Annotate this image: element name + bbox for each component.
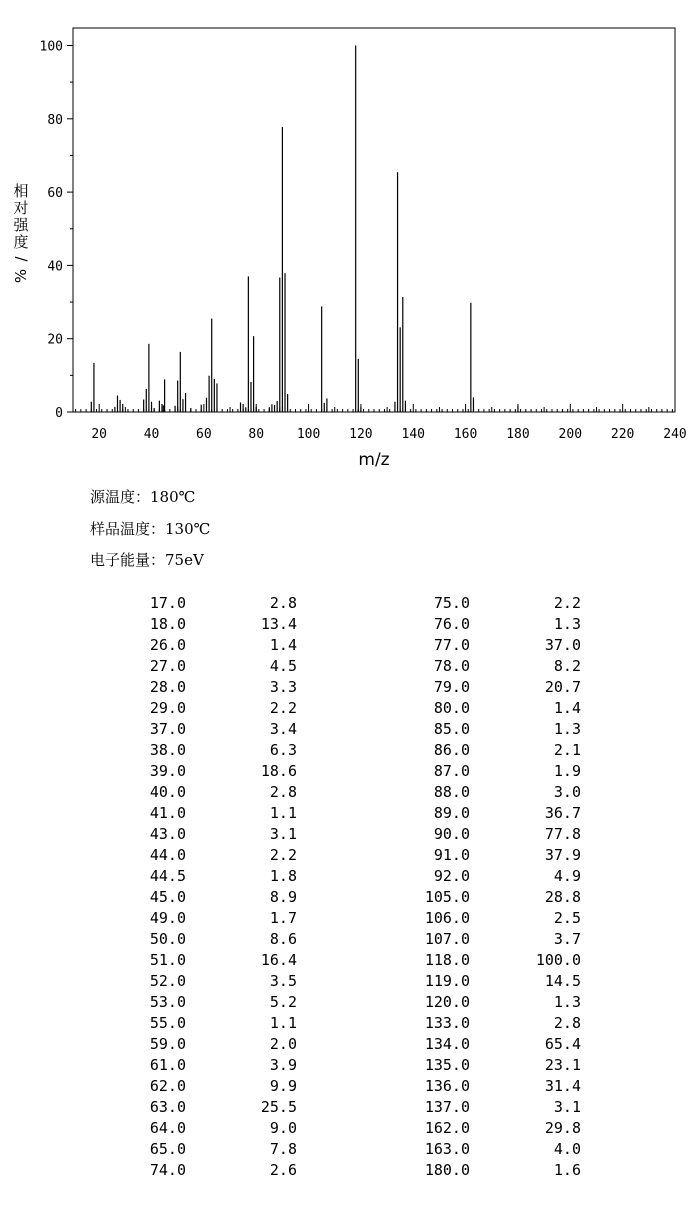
table-row	[0, 635, 696, 656]
intensity-value: 31.4	[544, 1077, 581, 1095]
y-tick-label: 60	[47, 186, 63, 202]
table-row	[0, 782, 696, 803]
intensity-value: 3.0	[553, 783, 581, 801]
table-row	[0, 1097, 696, 1118]
mz-value: 88.0	[433, 783, 470, 801]
intensity-value: 1.3	[553, 993, 581, 1011]
intensity-value: 18.6	[260, 762, 297, 780]
y-axis-label	[12, 182, 30, 283]
mz-value: 39.0	[149, 762, 186, 780]
intensity-value: 8.2	[553, 657, 581, 675]
intensity-value: 13.4	[260, 615, 297, 633]
mz-value: 80.0	[433, 699, 470, 717]
intensity-value: 65.4	[544, 1035, 581, 1053]
mz-value: 78.0	[433, 657, 470, 675]
intensity-value: 8.6	[269, 930, 297, 948]
table-row	[0, 950, 696, 971]
mz-value: 52.0	[149, 972, 186, 990]
mz-value: 86.0	[433, 741, 470, 759]
mz-value: 50.0	[149, 930, 186, 948]
x-tick-label: 140	[401, 427, 426, 442]
mz-value: 29.0	[149, 699, 186, 717]
y-axis-label-char: %	[12, 268, 30, 284]
mz-value: 137.0	[424, 1098, 470, 1116]
intensity-value: 3.4	[269, 720, 297, 738]
table-row	[0, 845, 696, 866]
table-row	[0, 1076, 696, 1097]
table-row	[0, 761, 696, 782]
x-tick-label: 160	[453, 427, 478, 442]
mz-value: 120.0	[424, 993, 470, 1011]
table-row	[0, 593, 696, 614]
mz-value: 163.0	[424, 1140, 470, 1158]
mz-value: 105.0	[424, 888, 470, 906]
table-row	[0, 929, 696, 950]
plot-frame	[73, 28, 675, 412]
intensity-value: 1.8	[269, 867, 297, 885]
source-temperature: 源温度：180℃	[90, 488, 196, 506]
mz-value: 85.0	[433, 720, 470, 738]
intensity-value: 16.4	[260, 951, 297, 969]
intensity-value: 14.5	[544, 972, 581, 990]
y-axis-label-char: 强	[13, 216, 29, 234]
intensity-value: 1.6	[553, 1161, 581, 1179]
table-row	[0, 803, 696, 824]
intensity-value: 1.1	[269, 804, 297, 822]
x-tick-label: 40	[143, 427, 160, 442]
table-row	[0, 824, 696, 845]
mz-value: 18.0	[149, 615, 186, 633]
intensity-value: 2.8	[269, 783, 297, 801]
mz-value: 180.0	[424, 1161, 470, 1179]
intensity-value: 4.9	[553, 867, 581, 885]
table-row	[0, 1139, 696, 1160]
mz-value: 61.0	[149, 1056, 186, 1074]
table-row	[0, 1118, 696, 1139]
mz-value: 43.0	[149, 825, 186, 843]
x-tick-label: 120	[349, 427, 373, 442]
intensity-value: 2.2	[269, 846, 297, 864]
y-tick-label: 40	[47, 259, 63, 275]
intensity-value: 1.7	[269, 909, 297, 927]
y-tick-label: 80	[47, 112, 63, 128]
mz-value: 162.0	[424, 1119, 470, 1137]
table-row	[0, 719, 696, 740]
mz-value: 59.0	[149, 1035, 186, 1053]
table-row	[0, 698, 696, 719]
intensity-value: 23.1	[544, 1056, 581, 1074]
table-row	[0, 677, 696, 698]
intensity-value: 1.3	[553, 720, 581, 738]
mz-value: 26.0	[149, 636, 186, 654]
intensity-value: 20.7	[544, 678, 581, 696]
table-row	[0, 887, 696, 908]
intensity-value: 9.9	[269, 1077, 297, 1095]
mz-value: 76.0	[433, 615, 470, 633]
x-tick-label: 80	[248, 427, 265, 442]
mz-value: 118.0	[424, 951, 470, 969]
mz-value: 53.0	[149, 993, 186, 1011]
mz-value: 45.0	[149, 888, 186, 906]
x-tick-label: 100	[296, 427, 321, 442]
x-tick-label: 60	[196, 427, 212, 442]
mz-value: 65.0	[149, 1140, 186, 1158]
mz-value: 89.0	[433, 804, 470, 822]
x-tick-label: 200	[558, 427, 583, 442]
intensity-value: 6.3	[269, 741, 297, 759]
y-tick-label: 0	[55, 406, 63, 421]
intensity-value: 8.9	[269, 888, 297, 906]
intensity-value: 4.0	[553, 1140, 581, 1158]
intensity-value: 3.1	[553, 1098, 581, 1116]
table-row	[0, 866, 696, 887]
mz-value: 40.0	[149, 783, 186, 801]
intensity-value: 2.2	[553, 594, 581, 612]
intensity-value: 1.4	[269, 636, 297, 654]
y-axis-label-char: /	[12, 256, 30, 262]
y-axis-label-char: 度	[13, 233, 29, 251]
intensity-value: 36.7	[544, 804, 581, 822]
intensity-value: 77.8	[544, 825, 581, 843]
intensity-value: 2.6	[269, 1161, 297, 1179]
mz-value: 87.0	[433, 762, 470, 780]
mz-value: 41.0	[149, 804, 186, 822]
intensity-value: 2.1	[553, 741, 581, 759]
intensity-value: 7.8	[269, 1140, 297, 1158]
intensity-value: 1.3	[553, 615, 581, 633]
table-row	[0, 656, 696, 677]
intensity-value: 3.1	[269, 825, 297, 843]
intensity-value: 1.9	[553, 762, 581, 780]
x-tick-label: 20	[91, 427, 108, 442]
mass-spectrum-chart	[0, 0, 696, 480]
intensity-value: 3.9	[269, 1056, 297, 1074]
table-row	[0, 971, 696, 992]
mz-value: 27.0	[149, 657, 186, 675]
x-tick-label: 220	[610, 427, 635, 442]
x-tick-label: 180	[506, 427, 530, 442]
intensity-value: 2.2	[269, 699, 297, 717]
electron-energy: 电子能量：75eV	[90, 551, 204, 569]
table-row	[0, 1055, 696, 1076]
mz-value: 90.0	[433, 825, 470, 843]
x-tick-label: 240	[663, 427, 687, 442]
intensity-value: 9.0	[269, 1119, 297, 1137]
mz-value: 63.0	[149, 1098, 186, 1116]
mz-value: 74.0	[149, 1161, 186, 1179]
intensity-value: 4.5	[269, 657, 297, 675]
mz-value: 49.0	[149, 909, 186, 927]
intensity-value: 2.5	[553, 909, 581, 927]
y-axis-label-char: 相	[13, 182, 29, 200]
mz-value: 37.0	[149, 720, 186, 738]
intensity-value: 2.8	[269, 594, 297, 612]
mz-value: 38.0	[149, 741, 186, 759]
y-axis-label-char: 对	[13, 199, 29, 217]
mz-value: 28.0	[149, 678, 186, 696]
mz-value: 55.0	[149, 1014, 186, 1032]
mz-value: 44.5	[149, 867, 186, 885]
mz-value: 64.0	[149, 1119, 186, 1137]
x-axis-label: m/z	[358, 450, 390, 470]
intensity-value: 37.0	[544, 636, 581, 654]
mz-value: 62.0	[149, 1077, 186, 1095]
intensity-value: 2.8	[553, 1014, 581, 1032]
mz-value: 17.0	[149, 594, 186, 612]
table-row	[0, 1013, 696, 1034]
mz-value: 107.0	[424, 930, 470, 948]
mz-value: 136.0	[424, 1077, 470, 1095]
sample-temperature: 样品温度：130℃	[90, 520, 211, 538]
intensity-value: 3.7	[553, 930, 581, 948]
table-row	[0, 992, 696, 1013]
y-tick-label: 100	[39, 39, 63, 55]
table-row	[0, 1160, 696, 1181]
table-row	[0, 908, 696, 929]
intensity-value: 5.2	[269, 993, 297, 1011]
mz-value: 75.0	[433, 594, 470, 612]
intensity-value: 2.0	[269, 1035, 297, 1053]
mz-value: 44.0	[149, 846, 186, 864]
mz-value: 119.0	[424, 972, 470, 990]
mz-value: 134.0	[424, 1035, 470, 1053]
intensity-value: 1.4	[553, 699, 581, 717]
intensity-value: 29.8	[544, 1119, 581, 1137]
intensity-value: 3.5	[269, 972, 297, 990]
mz-value: 79.0	[433, 678, 470, 696]
intensity-value: 1.1	[269, 1014, 297, 1032]
table-row	[0, 614, 696, 635]
y-tick-label: 20	[47, 332, 63, 348]
mz-value: 77.0	[433, 636, 470, 654]
mz-value: 51.0	[149, 951, 186, 969]
mz-value: 92.0	[433, 867, 470, 885]
intensity-value: 37.9	[544, 846, 581, 864]
intensity-value: 25.5	[260, 1098, 297, 1116]
mz-value: 106.0	[424, 909, 470, 927]
mz-value: 133.0	[424, 1014, 470, 1032]
intensity-value: 100.0	[535, 951, 581, 969]
mz-value: 135.0	[424, 1056, 470, 1074]
table-row	[0, 1034, 696, 1055]
intensity-value: 28.8	[544, 888, 581, 906]
table-row	[0, 740, 696, 761]
intensity-value: 3.3	[269, 678, 297, 696]
mz-value: 91.0	[433, 846, 470, 864]
